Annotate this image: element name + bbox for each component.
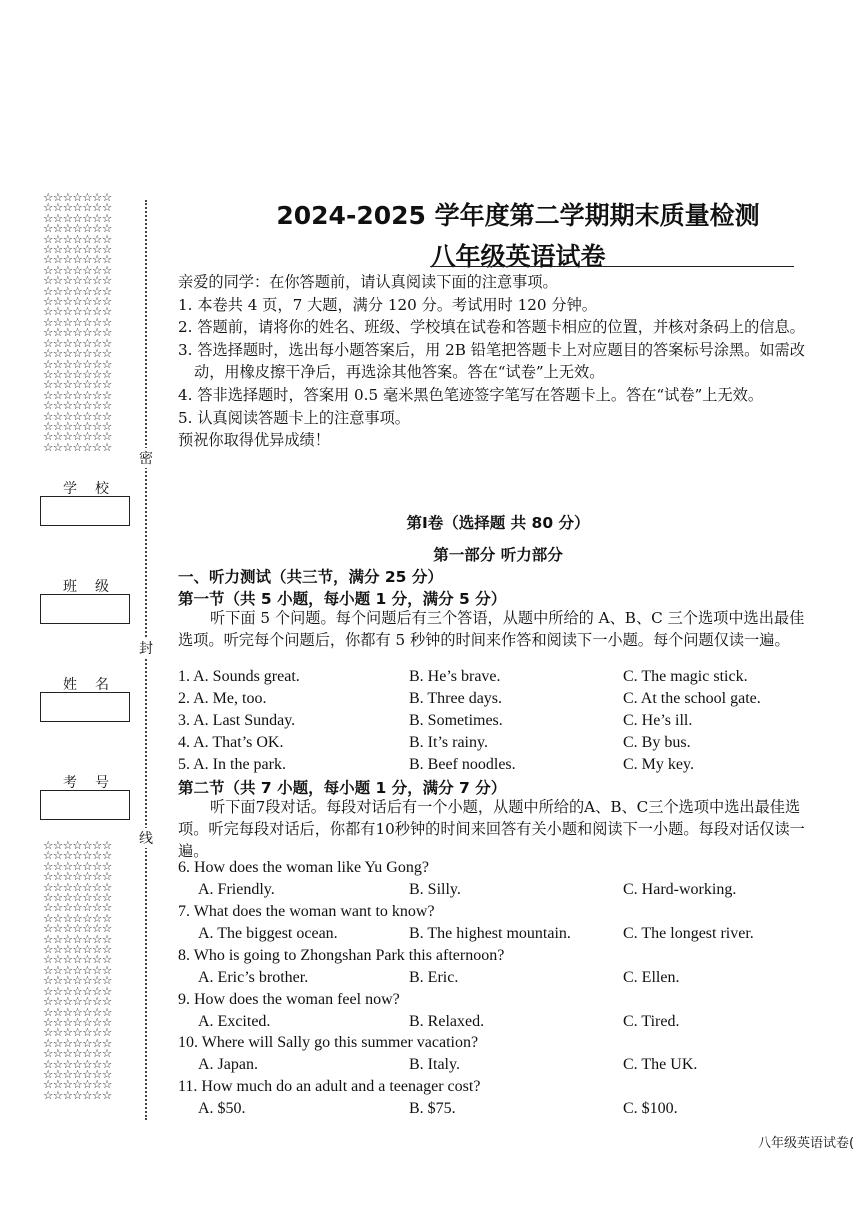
question-row xyxy=(178,690,818,712)
question-text: 9. How does the woman feel now? xyxy=(178,991,400,1008)
question-options xyxy=(178,1056,818,1078)
option-b: B. Relaxed. xyxy=(409,1013,485,1030)
question-options xyxy=(178,925,818,947)
question-row xyxy=(178,756,818,778)
seal-dotted-line xyxy=(145,200,147,1120)
name-label: 姓名 xyxy=(63,677,127,693)
option-b: B. Silly. xyxy=(409,881,461,898)
question-options xyxy=(178,1013,818,1035)
option-b: B. $75. xyxy=(409,1100,456,1117)
question-text: 8. Who is going to Zhongshan Park this afternoon? xyxy=(178,947,505,964)
exam-subtitle: 八年级英语试卷 xyxy=(430,242,606,271)
instruction-item-5: 5. 认真阅读答题卡上的注意事项。 xyxy=(178,408,410,427)
section2-heading: 第二节（共 7 小题，每小题 1 分，满分 7 分） xyxy=(178,779,507,797)
option-c: C. My key. xyxy=(623,756,694,773)
option-b: B. The highest mountain. xyxy=(409,925,571,942)
option-a: 2. A. Me, too. xyxy=(178,690,267,707)
option-c: C. Ellen. xyxy=(623,969,680,986)
question-stem xyxy=(178,991,818,1013)
seal-char-mi: 密 xyxy=(139,448,153,468)
instruction-item-2: 2. 答题前，请将你的姓名、班级、学校填在试卷和答题卡相应的位置，并核对条码上的信息。 xyxy=(178,318,805,337)
question-stem xyxy=(178,859,818,881)
instructions-greeting: 亲爱的同学：在你答题前，请认真阅读下面的注意事项。 xyxy=(178,273,558,291)
option-a: A. Japan. xyxy=(198,1056,258,1073)
option-c: C. The UK. xyxy=(623,1056,698,1073)
question-text: 11. How much do an adult and a teenager cost? xyxy=(178,1078,481,1095)
exam-title: 2024-2025 学年度第二学期期末质量检测 xyxy=(276,201,760,230)
option-c: C. The magic stick. xyxy=(623,668,748,685)
option-a: A. Eric’s brother. xyxy=(198,969,309,986)
seal-char-xian: 线 xyxy=(139,828,153,848)
option-a: 1. A. Sounds great. xyxy=(178,668,300,685)
question-row xyxy=(178,668,818,690)
question-text: 6. How does the woman like Yu Gong? xyxy=(178,859,429,876)
question-options xyxy=(178,1100,818,1122)
page-footer: 八年级英语试卷( xyxy=(758,1136,855,1151)
question-options xyxy=(178,881,818,903)
option-b: B. Italy. xyxy=(409,1056,460,1073)
exam-instructions xyxy=(178,271,818,452)
exam-number-label: 考号 xyxy=(63,775,127,791)
question-options xyxy=(178,969,818,991)
volume-title: 第Ⅰ卷（选择题 共 80 分） xyxy=(406,514,590,532)
option-a: A. The biggest ocean. xyxy=(198,925,338,942)
option-c: C. He’s ill. xyxy=(623,712,693,729)
option-b: B. Beef noodles. xyxy=(409,756,516,773)
class-field[interactable] xyxy=(40,594,130,624)
good-luck-wish: 预祝你取得优异成绩！ xyxy=(178,431,330,450)
option-a: A. Excited. xyxy=(198,1013,271,1030)
question-stem xyxy=(178,947,818,969)
option-a: 5. A. In the park. xyxy=(178,756,286,773)
option-a: A. $50. xyxy=(198,1100,246,1117)
section2-instruction: 听下面7段对话。每段对话后有一个小题，从题中所给的A、B、C三个选项中选出最佳选项。听完每段对话后，你都有10秒钟的时间来回答有关小题和阅读下一小题。每段对话仅读一遍。 xyxy=(178,798,805,860)
option-b: B. It’s rainy. xyxy=(409,734,488,751)
name-field[interactable] xyxy=(40,692,130,722)
option-b: B. Three days. xyxy=(409,690,503,707)
binding-sidebar xyxy=(0,0,160,1216)
question-stem xyxy=(178,903,818,925)
school-label: 学校 xyxy=(63,481,127,497)
question-stem xyxy=(178,1078,818,1100)
instruction-item-1: 1. 本卷共 4 页，7 大题，满分 120 分。考试用时 120 分钟。 xyxy=(178,295,597,314)
question-text: 7. What does the woman want to know? xyxy=(178,903,435,920)
star-border-bottom: ☆☆☆☆☆☆☆ ☆☆☆☆☆☆☆ ☆☆☆☆☆☆☆ ☆☆☆☆☆☆☆ ☆☆☆☆☆☆☆ ☆☆☆☆☆☆☆ ☆☆☆☆☆☆☆ ☆☆☆☆☆☆☆ ☆☆☆☆☆☆☆ ☆☆☆☆☆☆☆ ☆☆☆☆☆☆☆ ☆☆☆☆☆☆☆ ☆☆☆☆☆☆☆ ☆☆☆☆☆☆☆ ☆☆☆☆☆☆☆ ☆☆☆☆☆☆☆ ☆☆☆☆☆☆☆ ☆☆☆☆☆☆☆ ☆☆☆☆☆☆☆ ☆☆☆☆☆☆☆ ☆☆☆☆☆☆☆ ☆☆☆☆☆☆☆ ☆☆☆☆☆☆☆ ☆☆☆☆☆☆☆ ☆☆☆☆☆☆☆ xyxy=(43,838,112,1102)
section1-heading: 第一节（共 5 小题，每小题 1 分，满分 5 分） xyxy=(178,590,507,608)
section-heading: 一、听力测试（共三节，满分 25 分） xyxy=(178,568,443,586)
question-stem xyxy=(178,1034,818,1056)
option-b: B. Sometimes. xyxy=(409,712,503,729)
question-row xyxy=(178,712,818,734)
question-row xyxy=(178,734,818,756)
option-a: A. Friendly. xyxy=(198,881,275,898)
instruction-item-4: 4. 答非选择题时，答案用 0.5 毫米黑色笔迹签字笔写在答题卡上。答在“试卷”上无效。 xyxy=(178,385,764,404)
option-c: C. By bus. xyxy=(623,734,691,751)
title-underline xyxy=(430,266,794,267)
option-c: C. Tired. xyxy=(623,1013,680,1030)
school-field[interactable] xyxy=(40,496,130,526)
star-border-top: ☆☆☆☆☆☆☆ ☆☆☆☆☆☆☆ ☆☆☆☆☆☆☆ ☆☆☆☆☆☆☆ ☆☆☆☆☆☆☆ ☆☆☆☆☆☆☆ ☆☆☆☆☆☆☆ ☆☆☆☆☆☆☆ ☆☆☆☆☆☆☆ ☆☆☆☆☆☆☆ ☆☆☆☆☆☆☆ ☆☆☆☆☆☆☆ ☆☆☆☆☆☆☆ ☆☆☆☆☆☆☆ ☆☆☆☆☆☆☆ ☆☆☆☆☆☆☆ ☆☆☆☆☆☆☆ ☆☆☆☆☆☆☆ ☆☆☆☆☆☆☆ ☆☆☆☆☆☆☆ ☆☆☆☆☆☆☆ ☆☆☆☆☆☆☆ ☆☆☆☆☆☆☆ ☆☆☆☆☆☆☆ ☆☆☆☆☆☆☆ xyxy=(43,190,112,454)
exam-number-field[interactable] xyxy=(40,790,130,820)
option-c: C. Hard-working. xyxy=(623,881,737,898)
class-label: 班级 xyxy=(63,579,127,595)
option-b: B. Eric. xyxy=(409,969,459,986)
option-c: C. $100. xyxy=(623,1100,678,1117)
option-b: B. He’s brave. xyxy=(409,668,501,685)
seal-char-feng: 封 xyxy=(139,638,153,658)
instruction-item-3: 3. 答选择题时，选出每小题答案后，用 2B 铅笔把答题卡上对应题目的答案标号涂黑。如需改动，用橡皮擦干净后，再选涂其他答案。答在“试卷”上无效。 xyxy=(178,340,805,382)
section1-instruction: 听下面 5 个问题。每个问题后有三个答语，从题中所给的 A、B、C 三个选项中选出最佳选项。听完每个问题后，你都有 5 秒钟的时间来作答和阅读下一小题。每个问题仅读一遍。 xyxy=(178,609,805,649)
option-c: C. The longest river. xyxy=(623,925,754,942)
question-text: 10. Where will Sally go this summer vacation? xyxy=(178,1034,479,1051)
option-a: 4. A. That’s OK. xyxy=(178,734,284,751)
part-title: 第一部分 听力部分 xyxy=(433,546,563,564)
option-c: C. At the school gate. xyxy=(623,690,761,707)
option-a: 3. A. Last Sunday. xyxy=(178,712,296,729)
